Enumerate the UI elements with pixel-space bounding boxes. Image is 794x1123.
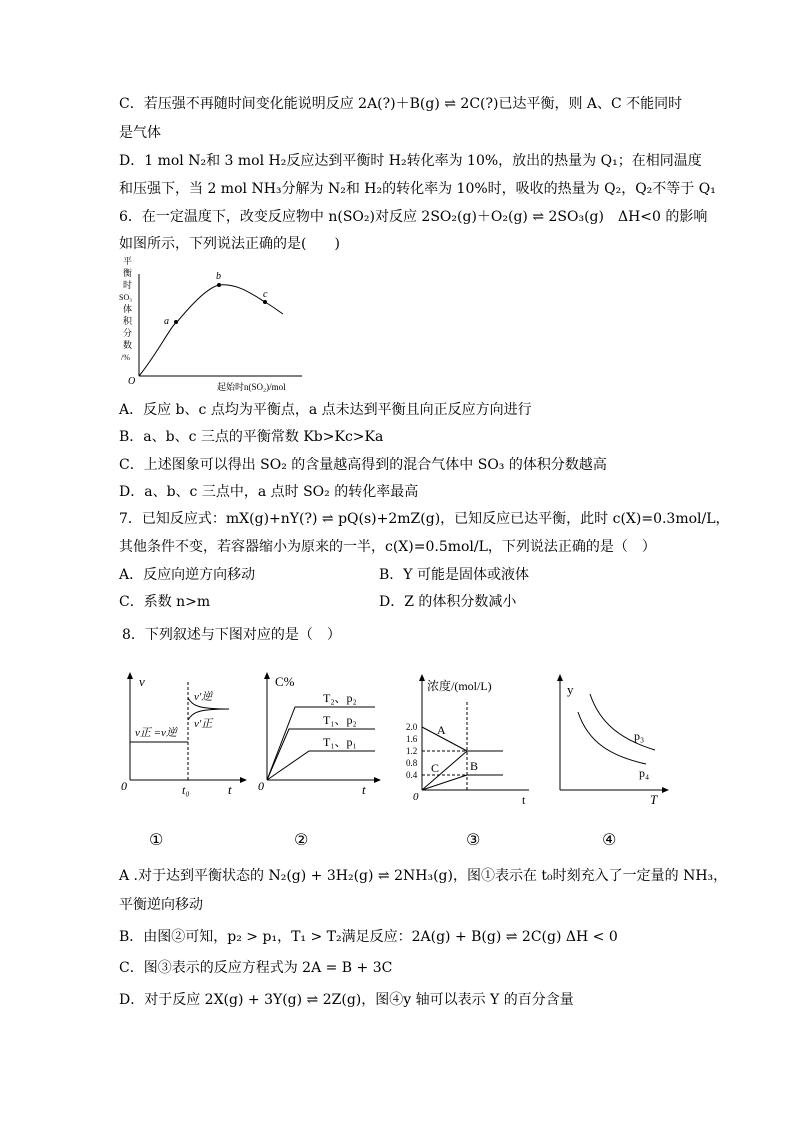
q6-ylabel-4: SO₃ bbox=[119, 293, 133, 302]
svg-text:T₁、p₂: T₁、p₂ bbox=[323, 713, 357, 727]
q6-ylabel-8: 数 bbox=[123, 340, 133, 350]
q8-figure-3-label: ③ bbox=[466, 830, 481, 849]
svg-text:t₀: t₀ bbox=[182, 783, 190, 797]
q5-option-c-line1: C．若压强不再随时间变化能说明反应 2A(?)＋B(g) ⇌ 2C(?)已达平衡，则 A、C 不能同时 bbox=[119, 96, 683, 112]
q8-figure-4 bbox=[550, 672, 675, 807]
svg-text:v正 =v逆: v正 =v逆 bbox=[135, 727, 177, 739]
q6-ylabel-7: 分 bbox=[123, 328, 133, 338]
q7-stem-line2: 其他条件不变，若容器缩小为原来的一半，c(X)=0.5mol/L，下列说法正确的是（ ） bbox=[119, 539, 656, 555]
q6-option-d: D．a、b、c 三点中，a 点时 SO₂ 的转化率最高 bbox=[119, 484, 419, 500]
svg-text:2.0: 2.0 bbox=[406, 722, 418, 732]
svg-text:0: 0 bbox=[413, 791, 419, 803]
svg-text:c: c bbox=[263, 289, 268, 300]
svg-text:C%: C% bbox=[275, 674, 295, 689]
svg-text:b: b bbox=[216, 271, 221, 282]
q5-option-d-line2: 和压强下，当 2 mol NH₃分解为 N₂和 H₂的转化率为 10%时，吸收的热量为 Q₂，Q₂不等于 Q₁ bbox=[119, 181, 716, 197]
q8-option-b: B．由图②可知，p₂ > p₁，T₁ > T₂满足反应：2A(g) + B(g) ⇌ 2C(g) ΔH < 0 bbox=[119, 929, 618, 945]
q6-stem-line1: 6．在一定温度下，改变反应物中 n(SO₂)对反应 2SO₂(g)＋O₂(g) ⇌ 2SO₃(g) ΔH<0 的影响 bbox=[119, 209, 708, 225]
q8-fig3-line-c bbox=[422, 751, 467, 790]
q8-option-a-line1: A .对于达到平衡状态的 N₂(g) + 3H₂(g) ⇌ 2NH₃(g)，图①表示在 t₀时刻充入了一定量的 NH₃， bbox=[119, 868, 728, 884]
svg-text:T: T bbox=[650, 792, 658, 807]
q6-origin: O bbox=[128, 376, 136, 387]
q8-figure-3 bbox=[405, 672, 535, 807]
q8-figure-2-label: ② bbox=[294, 830, 309, 849]
q8-option-a-line2: 平衡逆向移动 bbox=[119, 897, 203, 913]
q7-option-b: B．Y 可能是固体或液体 bbox=[379, 567, 529, 583]
svg-text:a: a bbox=[164, 316, 169, 327]
q8-figure-1-label: ① bbox=[149, 830, 164, 849]
svg-text:浓度/(mol/L): 浓度/(mol/L) bbox=[427, 679, 492, 693]
svg-text:y: y bbox=[567, 682, 574, 697]
svg-text:T₁、p₁: T₁、p₁ bbox=[323, 735, 357, 749]
q6-option-c: C．上述图象可以得出 SO₂ 的含量越高得到的混合气体中 SO₃ 的体积分数越高 bbox=[119, 457, 607, 473]
q6-point-b bbox=[217, 283, 221, 287]
svg-text:0.4: 0.4 bbox=[406, 770, 418, 780]
svg-text:v′逆: v′逆 bbox=[194, 691, 213, 703]
svg-text:t: t bbox=[522, 793, 526, 807]
q8-fig2-line-t1p1 bbox=[267, 751, 375, 780]
svg-text:v: v bbox=[139, 674, 145, 689]
svg-text:p₄: p₄ bbox=[639, 766, 650, 780]
svg-text:0: 0 bbox=[121, 779, 127, 793]
q7-option-a: A．反应向逆方向移动 bbox=[119, 567, 256, 583]
q7-stem-line1: 7．已知反应式：mX(g)+nY(?) ⇌ pQ(s)+2mZ(g)，已知反应已达平衡，此时 c(X)=0.3mol/L， bbox=[119, 511, 730, 527]
q8-option-d: D．对于反应 2X(g) + 3Y(g) ⇌ 2Z(g)，图④y 轴可以表示 Y 的百分含量 bbox=[119, 992, 574, 1008]
q8-fig4-curve-p3 bbox=[590, 694, 655, 750]
q8-stem: 8．下列叙述与下图对应的是（ ） bbox=[122, 627, 341, 643]
q8-figure-1 bbox=[115, 670, 250, 800]
q8-fig3-line-b bbox=[422, 775, 467, 790]
svg-text:A: A bbox=[437, 723, 446, 737]
q6-ylabel-1: 平 bbox=[123, 256, 133, 266]
q8-figure-4-label: ④ bbox=[602, 830, 617, 849]
q8-figure-2 bbox=[255, 670, 385, 800]
svg-text:t: t bbox=[362, 782, 366, 797]
q7-option-d: D．Z 的体积分数减小 bbox=[379, 594, 517, 610]
q8-option-c: C．图③表示的反应方程式为 2A = B + 3C bbox=[119, 960, 393, 976]
q6-point-a bbox=[174, 320, 178, 324]
svg-text:C: C bbox=[431, 761, 440, 775]
svg-text:1.6: 1.6 bbox=[406, 734, 418, 744]
q6-chart bbox=[117, 254, 307, 394]
svg-text:t: t bbox=[228, 782, 232, 797]
q6-ylabel-3: 时 bbox=[123, 280, 133, 290]
svg-text:1.2: 1.2 bbox=[406, 746, 418, 756]
svg-text:T₂、p₂: T₂、p₂ bbox=[323, 691, 357, 705]
svg-text:0: 0 bbox=[258, 779, 264, 793]
q6-ylabel-9: /% bbox=[121, 353, 130, 362]
q6-ylabel-6: 积 bbox=[123, 316, 133, 326]
q6-xlabel: 起始时n(SO₂)/mol bbox=[217, 382, 286, 392]
q6-ylabel-2: 衡 bbox=[123, 268, 133, 278]
svg-text:p₃: p₃ bbox=[634, 729, 645, 743]
q6-stem-line2: 如图所示，下列说法正确的是( ) bbox=[119, 236, 340, 252]
svg-text:0.8: 0.8 bbox=[406, 758, 418, 768]
q6-point-c bbox=[263, 300, 267, 304]
q6-option-a: A．反应 b、c 点均为平衡点，a 点未达到平衡且向正反应方向进行 bbox=[119, 402, 532, 418]
q5-option-d-line1: D．1 mol N₂和 3 mol H₂反应达到平衡时 H₂转化率为 10%，放出的热量为 Q₁；在相同温度 bbox=[119, 153, 702, 169]
q5-option-c-line2: 是气体 bbox=[119, 125, 161, 141]
q6-option-b: B．a、b、c 三点的平衡常数 Kb>Kc>Ka bbox=[119, 429, 384, 445]
q7-option-c: C．系数 n>m bbox=[119, 594, 211, 610]
q6-ylabel-5: 体 bbox=[123, 304, 133, 314]
svg-text:B: B bbox=[470, 759, 479, 773]
svg-text:v′正: v′正 bbox=[194, 718, 213, 730]
q6-curve bbox=[139, 285, 283, 376]
